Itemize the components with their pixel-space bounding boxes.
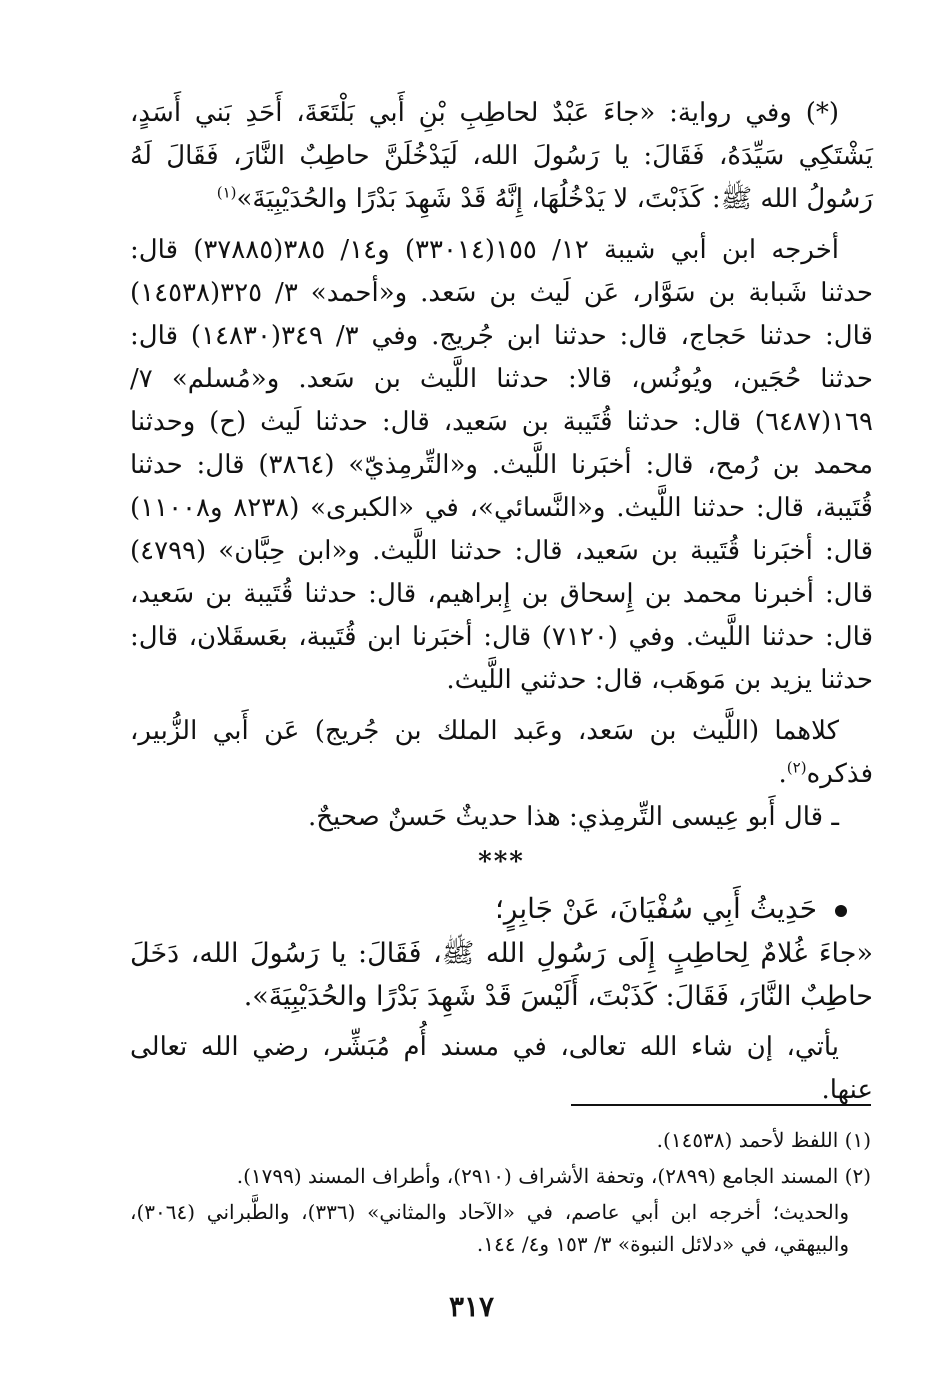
narration-paragraph <box>130 92 873 221</box>
narration-text: (*) وفي رواية: «جاءَ عَبْدٌ لحاطِبِ بْنِ أَبي بَلْتَعَةَ، أَحَدِ بَني أَسَدٍ، يَشْتَكِي سَيِّدَهُ، فَقَالَ: يا رَسُولَ الله، لَيَدْخُلَنَّ حاطِبٌ النَّارَ، فَقَالَ لَهُ رَسُولُ الله ﷺ: كَذَبْتَ، لا يَدْخُلُهَا، إِنَّهُ قَدْ شَهِدَ بَدْرًا والحُدَيْبِيَةَ» <box>130 98 873 214</box>
chain-summary-paragraph <box>130 710 873 796</box>
hadith-heading-text: حَدِيثُ أَبِي سُفْيَانَ، عَنْ جَابِرٍ؛ <box>494 892 817 925</box>
page-number: ٣١٧ <box>448 1290 495 1323</box>
hadith-heading <box>130 886 873 932</box>
bullet-icon <box>835 905 847 917</box>
footnote-ref-2: (٢) <box>786 758 807 777</box>
footnotes <box>130 1124 871 1260</box>
footnote-divider <box>571 1104 871 1106</box>
footnote-1: (١) اللفظ لأحمد (١٤٥٣٨). <box>656 1128 871 1152</box>
chain-summary-text: كلاهما (اللَّيث بن سَعد، وعَبد الملك بن جُريج) عَن أَبي الزُّبير، فذكره <box>130 716 873 789</box>
section-separator: *** <box>478 847 525 877</box>
footnote-2-continued: والحديث؛ أخرجه ابن أبي عاصم، في «الآحاد والمثاني» (٣٣٦)، والطَّبراني (٣٠٦٤)، والبيهقي، في «دلائل النبوة» ٣/ ١٥٣ و٤/ ١٤٤. <box>130 1200 849 1256</box>
tirmidhi-grading: ـ قال أَبو عِيسى التِّرمِذي: هذا حديثٌ حَسنٌ صحيحٌ. <box>308 802 839 832</box>
takhrij-paragraph: أخرجه ابن أبي شيبة ١٢/ ١٥٥(٣٣٠١٤) و١٤/ ٣٨٥(٣٧٨٨٥) قال: حدثنا شَبابة بن سَوَّار، عَن لَيث بن سَعد. و«أحمد» ٣/ ٣٢٥(١٤٥٣٨) قال: حدثنا حَجاج، قال: حدثنا ابن جُريج. وفي ٣/ ٣٤٩(١٤٨٣٠) قال: حدثنا حُجَين، ويُونُس، قالا: حدثنا اللَّيث بن سَعد. و«مُسلم» ٧/ ١٦٩(٦٤٨٧) قال: حدثنا قُتَيبة بن سَعيد، قال: حدثنا لَيث (ح) وحدثنا محمد بن رُمح، قال: أخبَرنا اللَّيث. و«التِّرمِذيّ» (٣٨٦٤) قال: حدثنا قُتَيبة، قال: حدثنا اللَّيث. و«النَّسائي»، في «الكبرى» (٨٢٣٨ و١١٠٠٨) قال: أخبَرنا قُتَيبة بن سَعيد، قال: حدثنا اللَّيث. و«ابن حِبَّان» (٤٧٩٩) قال: أخبرنا محمد بن إِسحاق بن إِبراهيم، قال: حدثنا قُتَيبة بن سَعيد، قال: حدثنا اللَّيث. وفي (٧١٢٠) قال: أخبَرنا ابن قُتَيبة، بعَسقَلان، قال: حدثنا يزيد بن مَوهَب، قال: حدثني اللَّيث. <box>130 235 873 695</box>
hadith-text: «جاءَ غُلامٌ لِحاطِبٍ إِلَى رَسُولِ الله ﷺ، فَقَالَ: يا رَسُولَ الله، دَخَلَ حاطِبٌ النَّارَ، فَقَالَ: كَذَبْتَ، أَلَيْسَ قَدْ شَهِدَ بَدْرًا والحُدَيْبِيَةَ». <box>130 938 873 1012</box>
chain-summary-end: . <box>778 759 787 789</box>
closing-note: يأتي، إن شاء الله تعالى، في مسند أُم مُبَشِّر، رضي الله تعالى عنها. <box>130 1032 873 1105</box>
footnote-ref-1: (١) <box>216 183 237 202</box>
footnote-2: (٢) المسند الجامع (٢٨٩٩)، وتحفة الأشراف (٢٩١٠)، وأطراف المسند (١٧٩٩). <box>236 1164 871 1188</box>
main-text <box>130 92 873 1112</box>
